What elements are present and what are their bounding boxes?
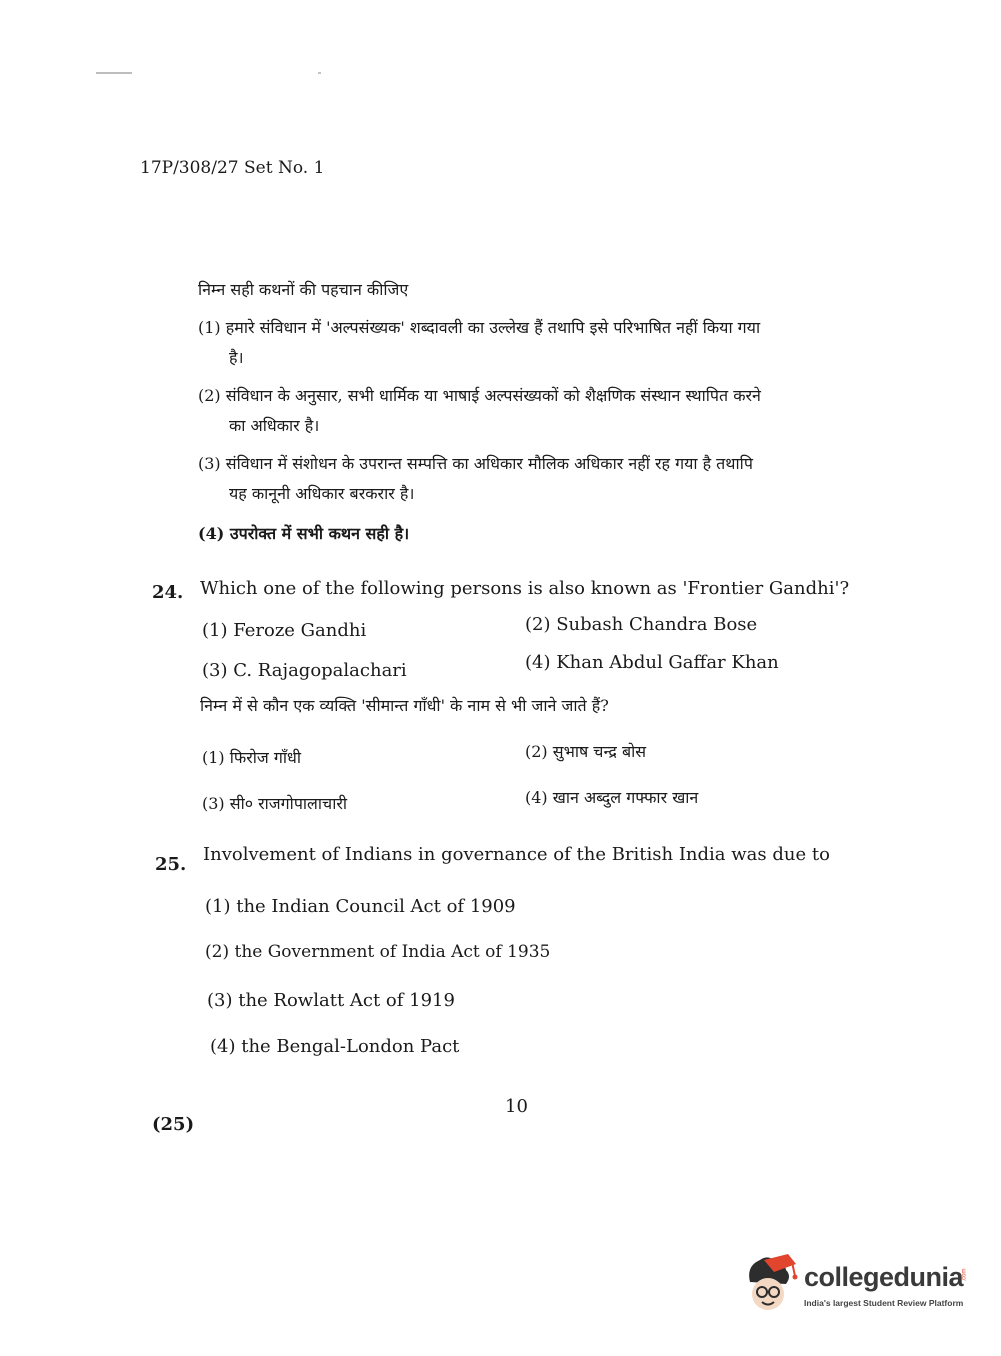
q23-option-3-cont: यह कानूनी अधिकार बरकरार है। <box>229 484 415 503</box>
q24-option-4-hindi: (4) खान अब्दुल गफ्फार खान <box>525 788 699 807</box>
scan-artifact <box>318 72 321 74</box>
q24-option-2: (2) Subash Chandra Bose <box>525 614 758 635</box>
q23-option-1-cont: है। <box>229 348 244 367</box>
q23-option-1 <box>198 316 760 338</box>
option-number: (2) <box>198 386 221 405</box>
q23-option-4 <box>198 522 409 544</box>
q24-option-4: (4) Khan Abdul Gaffar Khan <box>525 652 779 673</box>
q24-option-2-hindi: (2) सुभाष चन्द्र बोस <box>525 742 647 761</box>
q23-option-3 <box>198 452 753 474</box>
mascot-icon <box>740 1252 800 1316</box>
option-number: (1) <box>198 318 221 337</box>
q25-option-3: (3) the Rowlatt Act of 1919 <box>207 990 455 1011</box>
scan-artifact <box>96 72 132 74</box>
q25-option-2: (2) the Government of India Act of 1935 <box>205 942 551 962</box>
q23-option-2-cont: का अधिकार है। <box>229 416 320 435</box>
q24-option-3-hindi: (3) सी० राजगोपालाचारी <box>202 794 348 813</box>
q24-question-hindi: निम्न में से कौन एक व्यक्ति 'सीमान्त गाँधी' के नाम से भी जाने जाते हैं? <box>200 696 609 715</box>
option-text: संविधान के अनुसार, सभी धार्मिक या भाषाई अल्पसंख्यकों को शैक्षणिक संस्थान स्थापित करने <box>225 386 761 405</box>
q24-option-3: (3) C. Rajagopalachari <box>202 660 407 681</box>
q23-hindi-intro: निम्न सही कथनों की पहचान कीजिए <box>198 280 409 299</box>
page-number: 10 <box>505 1096 528 1117</box>
logo-brand: collegedunia <box>804 1262 964 1292</box>
option-text: संविधान में संशोधन के उपरान्त सम्पत्ति का अधिकार मौलिक अधिकार नहीं रह गया है तथापि <box>225 454 753 473</box>
option-number: (3) <box>198 454 221 473</box>
q25-question: Involvement of Indians in governance of the British India was due to <box>203 844 830 865</box>
q24-option-1: (1) Feroze Gandhi <box>202 620 367 641</box>
logo-tagline: India's largest Student Review Platform <box>804 1298 964 1308</box>
option-text: हमारे संविधान में 'अल्पसंख्यक' शब्दावली का उल्लेख हैं तथापि इसे परिभाषित नहीं किया गया <box>225 318 761 337</box>
q25-option-4: (4) the Bengal-London Pact <box>210 1036 460 1057</box>
q25-number: 25. <box>155 854 187 875</box>
option-number: (4) <box>198 524 225 543</box>
q25-option-1: (1) the Indian Council Act of 1909 <box>205 896 516 917</box>
logo-suffix: .com <box>961 1268 968 1282</box>
question-count-code: (25) <box>152 1114 195 1135</box>
option-text: उपरोक्त में सभी कथन सही है। <box>229 524 410 543</box>
set-code-header: 17P/308/27 Set No. 1 <box>140 158 325 178</box>
q23-option-2 <box>198 384 761 406</box>
q24-question: Which one of the following persons is also known as 'Frontier Gandhi'? <box>200 578 850 599</box>
q24-option-1-hindi: (1) फिरोज गाँधी <box>202 748 302 767</box>
collegedunia-logo <box>740 1250 980 1320</box>
q24-number: 24. <box>152 582 184 603</box>
